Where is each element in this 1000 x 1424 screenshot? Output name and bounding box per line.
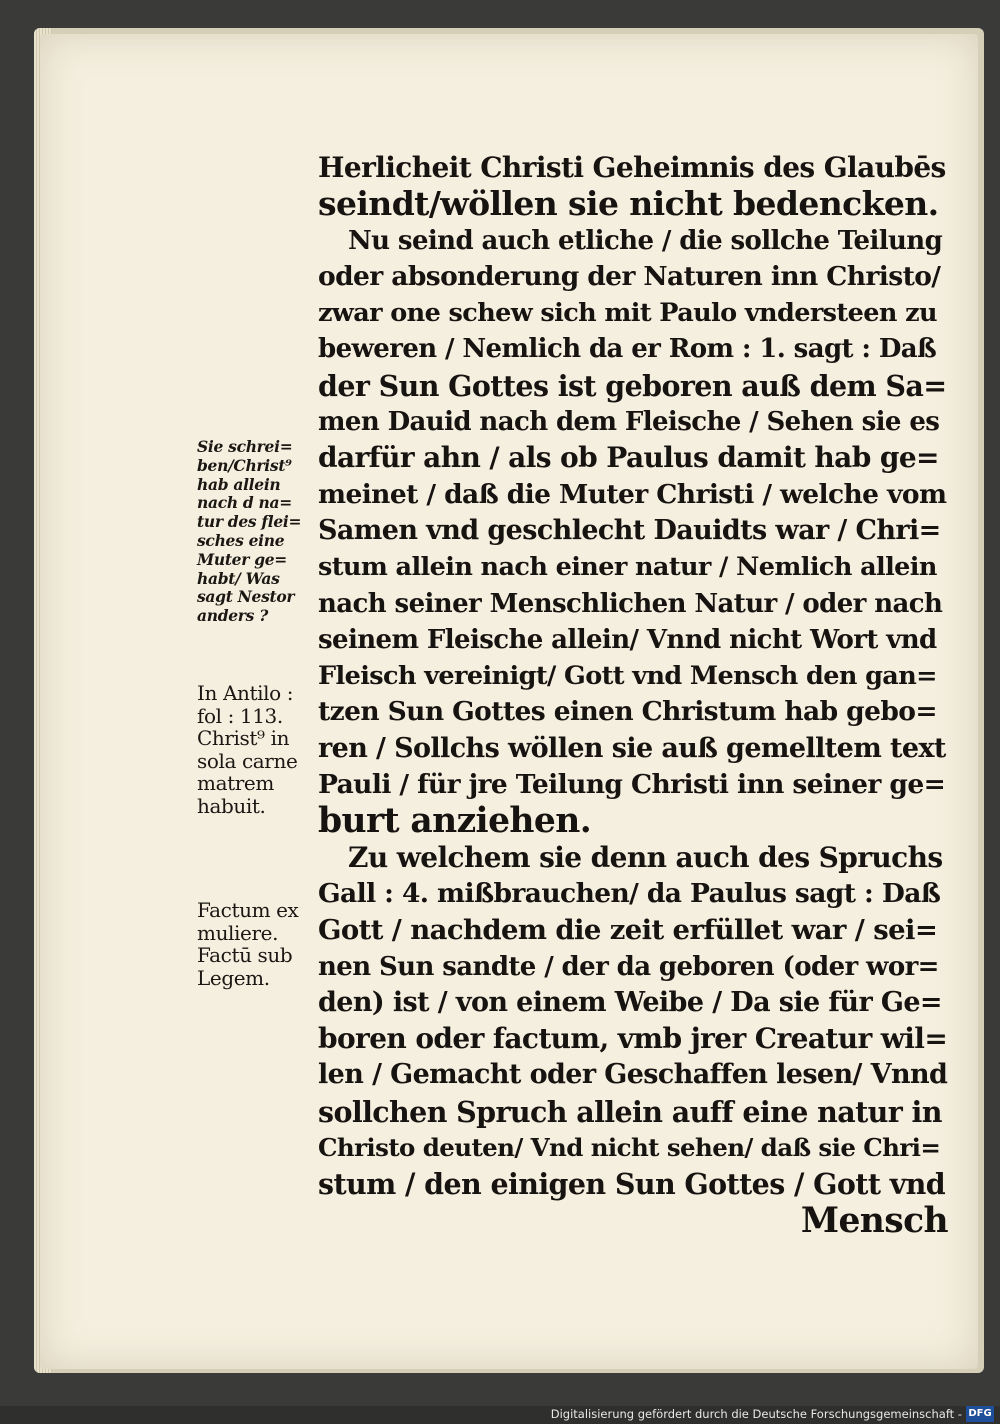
text-line: burt anziehen. [318, 801, 592, 842]
margin-note-line: ben/Christ⁹ [197, 455, 292, 475]
text-line: Gall : 4. mißbrauchen/ da Paulus sagt : Daß [318, 877, 941, 909]
text-line: seindt/wöllen sie nicht bedencken. [318, 184, 939, 224]
text-line: meinet / daß die Muter Christi / welche vom [318, 478, 947, 510]
text-line: Zu welchem sie denn auch des Spruchs [348, 840, 943, 874]
text-line: men Dauid nach dem Fleische / Sehen sie es [318, 407, 940, 438]
text-line: nen Sun sandte / der da geboren (oder wor= [318, 951, 939, 982]
catchword: Mensch [800, 1200, 948, 1241]
text-line: Samen vnd geschlecht Dauidts war / Chri= [318, 514, 941, 546]
margin-note-line: tur des flei= [197, 512, 302, 532]
text-line: den) ist / von einem Weibe / Da sie für Ge= [318, 986, 942, 1018]
margin-note-line: nach d na= [197, 493, 292, 513]
margin-note-line: Muter ge= [197, 549, 287, 569]
margin-note-line: Factum ex [197, 898, 299, 922]
margin-note-line: habt/ Was [197, 568, 280, 588]
margin-note-line: Legem. [197, 965, 270, 990]
text-line: nach seiner Menschlichen Natur / oder nach [318, 588, 943, 619]
text-line: boren oder factum, vmb jrer Creatur wil= [318, 1022, 948, 1056]
margin-note-line: Factū sub [197, 943, 293, 967]
margin-note-line: sagt Nestor [197, 587, 295, 607]
text-line: ren / Sollchs wöllen sie auß gemelltem text [318, 732, 946, 764]
text-line: len / Gemacht oder Geschaffen lesen/ Vnnd [318, 1059, 948, 1091]
text-line: Herlicheit Christi Geheimnis des Glaubēs [318, 151, 946, 184]
dfg-logo: DFG [966, 1406, 994, 1422]
margin-note-line: habuit. [197, 793, 266, 818]
margin-note-line: In Antilo : [197, 681, 294, 705]
margin-note-line: sola carne [197, 748, 298, 773]
margin-note-nestor [197, 438, 301, 626]
margin-note-line: Sie schrei= [197, 437, 293, 456]
text-line: stum allein nach einer natur / Nemlich allein [318, 552, 937, 583]
text-line: Pauli / für jre Teilung Christi inn seiner ge= [318, 769, 946, 801]
text-line: tzen Sun Gottes einen Christum hab gebo= [318, 696, 937, 728]
margin-note-line: sches eine [197, 530, 285, 550]
text-line: Christo deuten/ Vnd nicht sehen/ daß sie Chri= [318, 1133, 941, 1163]
text-line: Fleisch vereinigt/ Gott vnd Mensch den gan= [318, 661, 937, 692]
margin-note-line: matrem [197, 771, 274, 795]
text-line: sollchen Spruch allein auff eine natur in [318, 1094, 942, 1129]
margin-note-line: fol : 113. [197, 703, 283, 728]
text-line: seinem Fleische allein/ Vnnd nicht Wort vnd [318, 624, 937, 655]
text-line: stum / den einigen Sun Gottes / Gott vnd [318, 1167, 946, 1202]
text-line: Nu seind auch etliche / die sollche Teilung [348, 225, 943, 256]
margin-note-line: anders ? [197, 606, 268, 626]
text-line: oder absonderung der Naturen inn Christo/ [318, 260, 941, 292]
margin-note-antilo [197, 682, 297, 817]
text-line: beweren / Nemlich da er Rom : 1. sagt : Daß [318, 334, 937, 365]
text-line: der Sun Gottes ist geboren auß dem Sa= [318, 368, 947, 403]
margin-note-line: Christ⁹ in [197, 726, 290, 750]
text-line: zwar one schew sich mit Paulo vndersteen zu [318, 298, 937, 329]
text-line: darfür ahn / als ob Paulus damit hab ge= [318, 441, 939, 475]
main-text-block [318, 150, 948, 1239]
text-line: Gott / nachdem die zeit erfüllet war / sei= [318, 914, 938, 947]
margin-note-line: hab allein [197, 474, 281, 494]
margin-note-line: muliere. [197, 920, 279, 945]
footer-credit: Digitalisierung gefördert durch die Deutsche Forschungsgemeinschaft - [550, 1407, 962, 1421]
margin-note-factum [197, 899, 298, 989]
